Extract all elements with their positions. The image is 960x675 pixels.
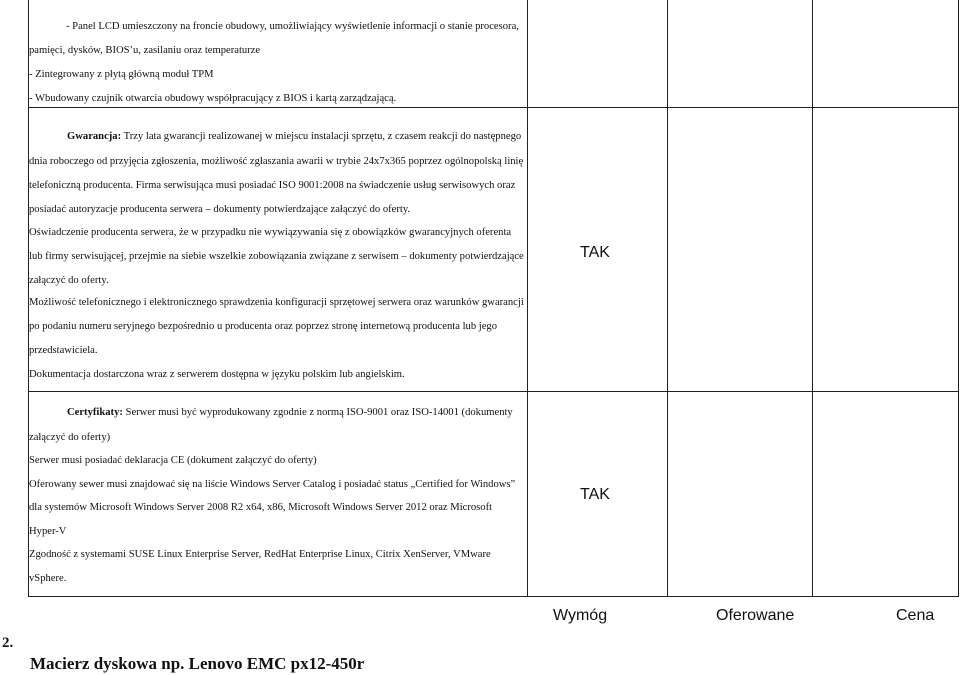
cert-line: Zgodność z systemami SUSE Linux Enterprise Server, RedHat Enterprise Linux, Citrix XenServer, VMware <box>29 549 491 560</box>
warranty-line: Możliwość telefonicznego i elektronicznego sprawdzenia konfiguracji sprzętowej serwera oraz warunków gwarancji <box>29 297 524 308</box>
row-divider-3 <box>28 596 959 597</box>
item-number: 2. <box>2 635 14 651</box>
cert-line: załączyć do oferty) <box>29 432 111 443</box>
column-divider-3 <box>812 0 813 597</box>
certificates-status: TAK <box>580 486 610 503</box>
feature-line: pamięci, dysków, BIOS’u, zasilaniu oraz temperaturze <box>29 45 261 56</box>
row-divider-2 <box>28 391 959 392</box>
warranty-line: przedstawiciela. <box>29 345 98 356</box>
cert-line: Serwer musi posiadać deklaracja CE (dokument załączyć do oferty) <box>29 455 317 466</box>
cert-line: Oferowany sewer musi znajdować się na liście Windows Server Catalog i posiadać status „Certified for Windows” <box>29 479 516 490</box>
cert-line: dla systemów Microsoft Windows Server 2008 R2 x64, x86, Microsoft Windows Server 2012 oraz Microsoft <box>29 502 493 513</box>
warranty-line: Oświadczenie producenta serwera, że w przypadku nie wywiązywania się z obowiązków gwarancyjnych oferenta <box>29 227 512 238</box>
column-header-requirement: Wymóg <box>553 607 608 624</box>
column-header-offered: Oferowane <box>716 607 795 624</box>
feature-line: - Panel LCD umieszczony na froncie obudowy, umożliwiający wyświetlenie informacji o stanie procesora, <box>66 21 519 32</box>
warranty-first-line <box>67 131 562 144</box>
warranty-line: Dokumentacja dostarczona wraz z serwerem dostępna w języku polskim lub angielskim. <box>29 369 405 380</box>
table-border-right <box>958 0 959 597</box>
item-title: Macierz dyskowa np. Lenovo EMC px12-450r <box>30 654 365 673</box>
warranty-status: TAK <box>580 244 610 261</box>
warranty-line: załączyć do oferty. <box>29 275 109 286</box>
cert-label: Certyfikaty: <box>67 407 123 418</box>
column-header-price: Cena <box>896 607 935 624</box>
feature-line: - Wbudowany czujnik otwarcia obudowy współpracujący z BIOS i kartą zarządzającą. <box>29 93 397 104</box>
cert-first-line <box>67 407 562 420</box>
warranty-line: dnia roboczego od przyjęcia zgłoszenia, możliwość zgłaszania awarii w trybie 24x7x365 poprzez ogólnopolską linię <box>29 156 524 167</box>
warranty-line: telefoniczną producenta. Firma serwisująca musi posiadać ISO 9001:2008 na świadczenie usług serwisowych oraz <box>29 180 516 191</box>
warranty-label: Gwarancja: <box>67 131 122 142</box>
column-divider-2 <box>667 0 668 597</box>
warranty-text: Trzy lata gwarancji realizowanej w miejscu instalacji sprzętu, z czasem reakcji do następnego <box>121 131 522 142</box>
cert-line: Hyper-V <box>29 526 67 537</box>
cert-text: Serwer musi być wyprodukowany zgodnie z normą ISO-9001 oraz ISO-14001 (dokumenty <box>122 407 513 418</box>
column-divider-1 <box>527 0 528 597</box>
cert-line: vSphere. <box>29 573 67 584</box>
warranty-line: po podaniu numeru seryjnego bezpośrednio u producenta oraz poprzez stronę internetową producenta lub jego <box>29 321 498 332</box>
row-divider-1 <box>28 107 959 108</box>
feature-line: - Zintegrowany z płytą główną moduł TPM <box>29 69 214 80</box>
warranty-line: posiadać autoryzacje producenta serwera – dokumenty potwierdzające załączyć do oferty. <box>29 204 411 215</box>
warranty-line: lub firmy serwisującej, przejmie na siebie wszelkie zobowiązania związane z serwisem – dokumenty potwierdzające <box>29 251 524 262</box>
